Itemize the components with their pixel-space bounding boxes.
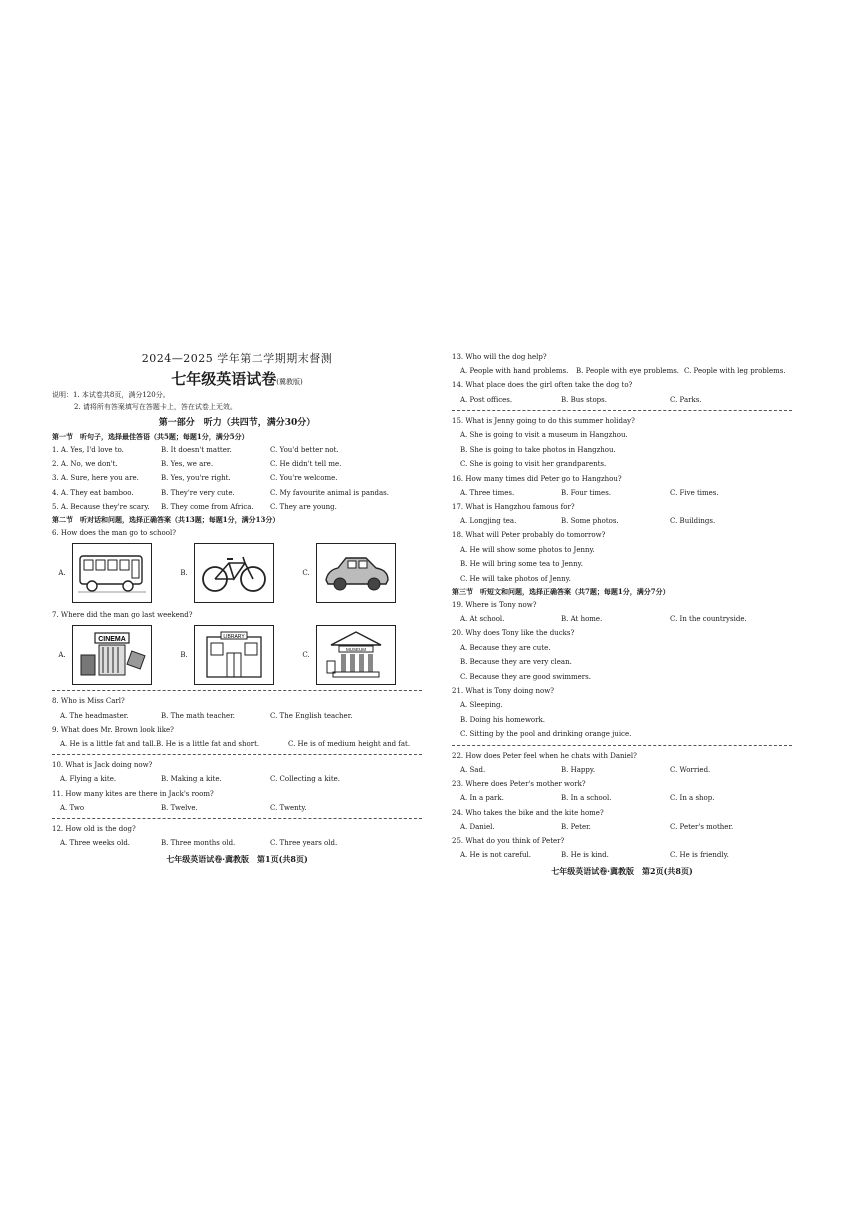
car-picture [316, 543, 396, 603]
option-a: A. People with hand problems. [460, 367, 569, 376]
option-c: C. Peter's mother. [670, 822, 734, 831]
option-c: C. The English teacher. [270, 711, 353, 720]
question-13-options [452, 364, 792, 378]
option-a: A. Because they are cute. [460, 643, 551, 652]
option-c: C. Five times. [670, 488, 719, 497]
option-c: C. Twenty. [270, 803, 307, 812]
question-12: 12. How old is the dog? [52, 825, 136, 834]
divider [452, 410, 792, 411]
option-b: B. Twelve. [161, 803, 198, 812]
question-20: 20. Why does Tony like the ducks? [452, 629, 575, 638]
question-23: 23. Where does Peter's mother work? [452, 780, 586, 789]
instruction-2: 2. 请将所有答案填写在答题卡上，答在试卷上无效。 [74, 403, 237, 411]
option-a: 3. A. Sure, here you are. [52, 474, 139, 483]
option-b: B. Making a kite. [161, 775, 222, 784]
question-10: 10. What is Jack doing now? [52, 761, 153, 770]
option-a: A. Three times. [460, 488, 515, 497]
divider [52, 690, 422, 691]
page-footer: 七年级英语试卷·冀教版 第1页(共8页) [166, 854, 308, 865]
option-c: C. Buildings. [670, 517, 716, 526]
question-18: 18. What will Peter probably do tomorrow? [452, 531, 606, 540]
option-b: B. Yes, you're right. [161, 474, 231, 483]
question-row [52, 443, 422, 457]
image-label-b: B. [180, 569, 188, 578]
bus-picture [72, 543, 152, 603]
question-10-options [52, 772, 422, 786]
exam-title: 七年级英语试卷(冀教版) [171, 370, 303, 388]
option-c: C. They are young. [270, 502, 337, 511]
question-7: 7. Where did the man go last weekend? [52, 611, 193, 620]
option-a: A. He is a little fat and tall. [60, 740, 157, 749]
question-16-options [452, 486, 792, 500]
question-8-options [52, 709, 422, 723]
instruction-1: 说明：1. 本试卷共8页，满分120分。 [52, 391, 170, 399]
option-b: B. They're very cute. [161, 488, 235, 497]
option-c: C. Because they are good swimmers. [460, 672, 591, 681]
question-7-images [52, 624, 422, 686]
option-b: B. Doing his homework. [460, 715, 545, 724]
question-row [52, 471, 422, 485]
question-16: 16. How many times did Peter go to Hangzhou? [452, 474, 622, 483]
option-b: B. He is a little fat and short. [156, 740, 260, 749]
option-b: B. Some photos. [561, 517, 619, 526]
question-6: 6. How does the man go to school? [52, 529, 176, 538]
option-a: A. He is not careful. [460, 851, 531, 860]
section-2-heading: 第二节 听对话和问题，选择正确答案（共13题；每题1分，满分13分） [52, 515, 280, 525]
option-a: A. The headmaster. [60, 711, 129, 720]
question-22-options [452, 763, 792, 777]
bicycle-icon [199, 551, 269, 595]
option-c: C. Parks. [670, 395, 702, 404]
museum-picture [316, 625, 396, 685]
option-a: 2. A. No, we don't. [52, 460, 118, 469]
question-14-options [452, 393, 792, 407]
museum-sign: MUSEUM [346, 647, 366, 653]
option-a: A. In a park. [460, 794, 504, 803]
option-c: C. He is friendly. [670, 851, 729, 860]
option-c: C. You'd better not. [270, 446, 339, 454]
option-c: C. You're welcome. [270, 474, 338, 483]
library-icon [201, 629, 267, 681]
question-9-options [52, 737, 422, 751]
exam-page-1 [52, 350, 422, 865]
option-a: 1. A. Yes, I'd love to. [52, 446, 124, 454]
option-a: A. At school. [460, 615, 505, 624]
option-b: B. In a school. [561, 794, 612, 803]
option-a: A. Post offices. [460, 395, 513, 404]
question-24: 24. Who takes the bike and the kite home? [452, 808, 604, 817]
bicycle-picture [194, 543, 274, 603]
image-label-c: C. [302, 651, 310, 660]
question-25-options [452, 848, 792, 862]
option-a: A. Two [60, 803, 85, 812]
question-row [52, 486, 422, 500]
question-24-options [452, 820, 792, 834]
option-a: A. Sleeping. [460, 701, 503, 710]
option-b: B. At home. [561, 615, 603, 624]
section-3-heading: 第三节 听短文和问题，选择正确答案（共7题；每题1分，满分7分） [452, 587, 670, 597]
question-15: 15. What is Jenny going to do this summer holiday? [452, 416, 635, 425]
option-a: A. Longjing tea. [460, 517, 517, 526]
question-row [52, 457, 422, 471]
question-19: 19. Where is Tony now? [452, 601, 537, 610]
question-block-1-5 [52, 443, 422, 514]
option-a: A. He will show some photos to Jenny. [460, 545, 595, 554]
exam-page-2 [452, 350, 792, 877]
option-c: C. Worried. [670, 766, 711, 775]
question-21: 21. What is Tony doing now? [452, 687, 554, 696]
option-b: B. Happy. [561, 766, 596, 775]
option-c: C. He didn't tell me. [270, 460, 342, 469]
question-11-options [52, 801, 422, 815]
question-row [52, 500, 422, 514]
option-b: B. People with eye problems. [576, 367, 680, 376]
car-icon [320, 550, 392, 596]
question-14: 14. What place does the girl often take the dog to? [452, 381, 633, 390]
museum-icon [321, 629, 391, 681]
option-c: C. My favourite animal is pandas. [270, 488, 389, 497]
question-6-images [52, 542, 422, 604]
option-a: A. She is going to visit a museum in Hangzhou. [460, 431, 628, 440]
option-b: B. The math teacher. [161, 711, 235, 720]
cinema-sign: CINEMA [98, 636, 126, 644]
cinema-icon [77, 629, 147, 681]
exam-term-title: 2024—2025 学年第二学期期末督测 [141, 352, 333, 365]
option-a: A. Sad. [460, 766, 486, 775]
option-c: C. He is of medium height and fat. [288, 740, 411, 749]
option-b: B. Because they are very clean. [460, 658, 572, 667]
divider [452, 745, 792, 746]
question-19-options [452, 612, 792, 626]
cinema-picture [72, 625, 152, 685]
option-b: B. Bus stops. [561, 395, 607, 404]
question-8: 8. Who is Miss Carl? [52, 697, 125, 706]
option-a: 5. A. Because they're scary. [52, 502, 150, 511]
option-b: B. Peter. [561, 822, 591, 831]
option-b: B. It doesn't matter. [161, 446, 232, 454]
question-25: 25. What do you think of Peter? [452, 837, 565, 846]
divider [52, 754, 422, 755]
option-c: C. Three years old. [270, 839, 338, 848]
library-picture [194, 625, 274, 685]
option-b: B. They come from Africa. [161, 502, 254, 511]
image-label-a: A. [58, 569, 66, 578]
image-label-a: A. [58, 651, 66, 660]
question-23-options [452, 791, 792, 805]
option-a: A. Daniel. [460, 822, 495, 831]
option-a: A. Flying a kite. [60, 775, 117, 784]
option-c: C. He will take photos of Jenny. [460, 574, 571, 583]
option-c: C. In the countryside. [670, 615, 747, 624]
question-22: 22. How does Peter feel when he chats with Daniel? [452, 751, 637, 760]
image-label-c: C. [302, 569, 310, 578]
option-c: C. In a shop. [670, 794, 715, 803]
question-17: 17. What is Hangzhou famous for? [452, 502, 575, 511]
option-b: B. He is kind. [561, 851, 609, 860]
question-12-options [52, 836, 422, 850]
question-17-options [452, 514, 792, 528]
image-label-b: B. [180, 651, 188, 660]
option-a: 4. A. They eat bamboo. [52, 488, 134, 497]
section-1-heading: 第一节 听句子，选择最佳答语（共5题；每题1分，满分5分） [52, 432, 249, 441]
edition-tag: (冀教版) [276, 378, 303, 386]
question-13: 13. Who will the dog help? [452, 353, 547, 361]
option-b: B. Four times. [561, 488, 612, 497]
question-11: 11. How many kites are there in Jack's room? [52, 789, 214, 798]
option-c: C. People with leg problems. [684, 367, 786, 376]
option-b: B. He will bring some tea to Jenny. [460, 560, 583, 569]
question-9: 9. What does Mr. Brown look like? [52, 725, 174, 734]
option-b: B. She is going to take photos in Hangzhou. [460, 445, 616, 454]
part-heading: 第一部分 听力（共四节，满分30分） [158, 418, 316, 428]
option-b: B. Yes, we are. [161, 460, 214, 469]
option-c: C. She is going to visit her grandparents. [460, 460, 607, 469]
page-footer: 七年级英语试卷·冀教版 第2页(共8页) [551, 866, 693, 877]
option-a: A. Three weeks old. [60, 839, 131, 848]
option-c: C. Collecting a kite. [270, 775, 340, 784]
option-b: B. Three months old. [161, 839, 236, 848]
bus-icon [76, 550, 148, 596]
option-c: C. Sitting by the pool and drinking orange juice. [460, 730, 632, 739]
divider [52, 818, 422, 819]
library-sign: LIBRARY [223, 634, 245, 641]
